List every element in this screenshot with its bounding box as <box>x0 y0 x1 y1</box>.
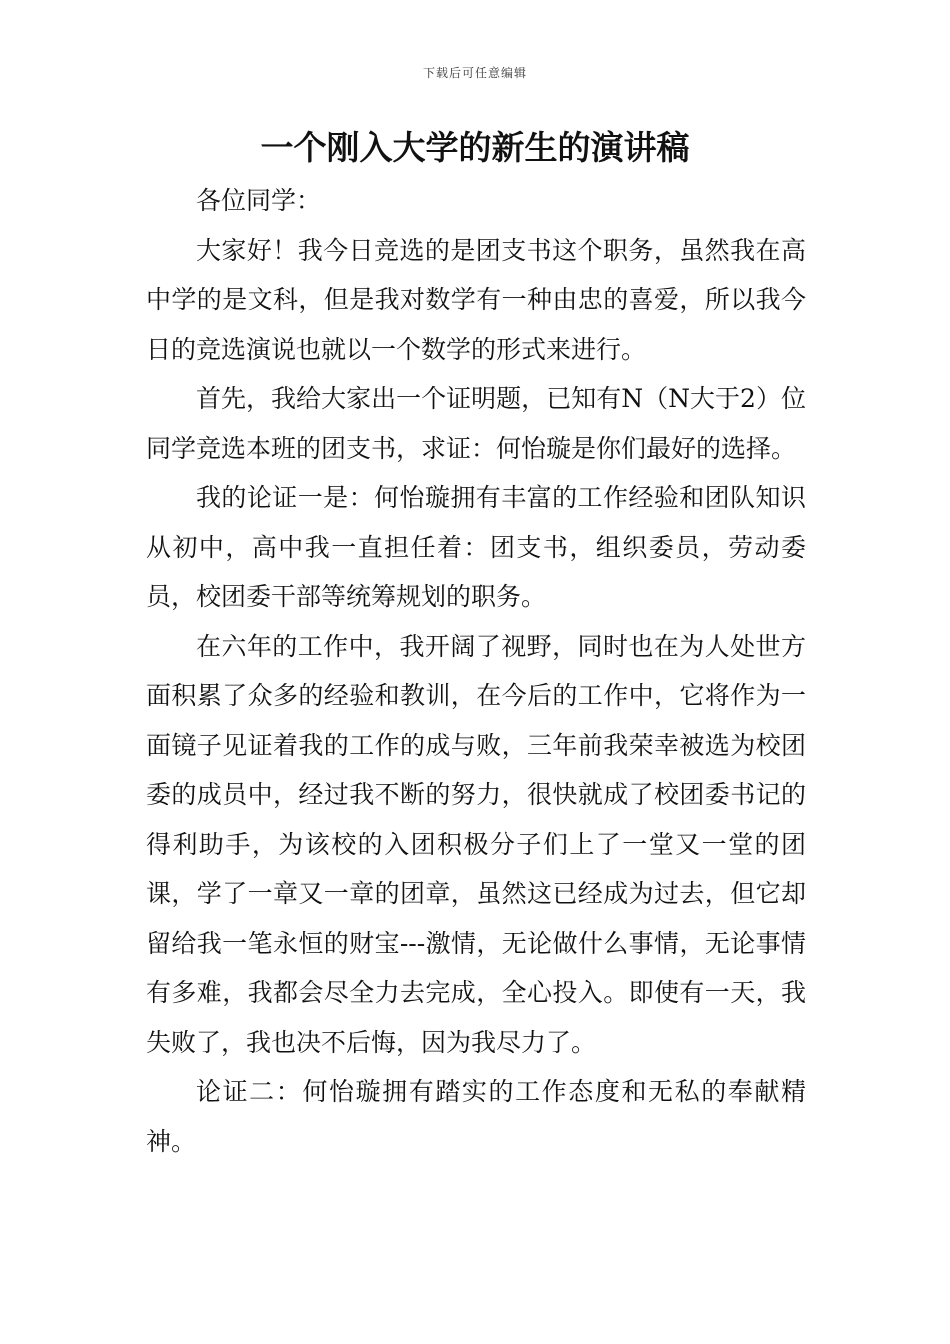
paragraph: 我的论证一是：何怡璇拥有丰富的工作经验和团队知识从初中，高中我一直担任着：团支书，组织委员，劳动委员，校团委干部等统筹规划的职务。 <box>146 483 806 611</box>
paragraph: 在六年的工作中，我开阔了视野，同时也在为人处世方面积累了众多的经验和教训，在今后的工作中，它将作为一面镜子见证着我的工作的成与败，三年前我荣幸被选为校团委的成员中，经过我不断的努力，很快就成了校团委书记的得利助手，为该校的入团积极分子们上了一堂又一堂的团课，学了一章又一章的团章，虽然这已经成为过去，但它却留给我一笔永恒的财宝---激情，无论做什么事情，无论事情有多难，我都会尽全力去完成，全心投入。即使有一天，我失败了，我也决不后悔，因为我尽力了。 <box>146 631 806 1057</box>
paragraph: 论证二：何怡璇拥有踏实的工作态度和无私的奉献精神。 <box>146 1077 806 1156</box>
paragraph: 首先，我给大家出一个证明题，已知有N（N大于2）位同学竞选本班的团支书，求证：何怡璇是你们最好的选择。 <box>146 384 806 463</box>
document-body <box>146 176 806 1166</box>
salutation: 各位同学： <box>196 186 322 215</box>
document-title: 一个刚入大学的新生的演讲稿 <box>260 128 690 167</box>
paragraph: 大家好！我今日竞选的是团支书这个职务，虽然我在高中学的是文科，但是我对数学有一种由忠的喜爱，所以我今日的竞选演说也就以一个数学的形式来进行。 <box>146 235 806 364</box>
header-note: 下载后可任意编辑 <box>422 66 527 80</box>
